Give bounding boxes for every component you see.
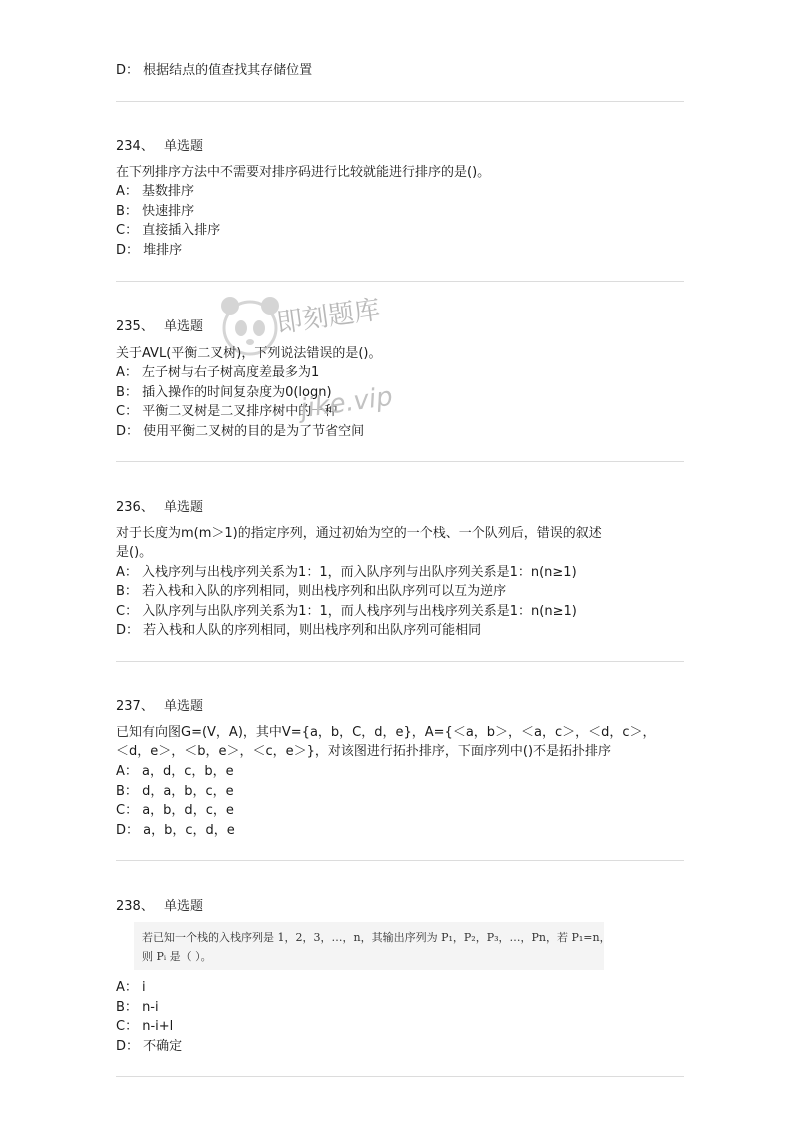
option-text: 插入操作的时间复杂度为0(logn) [142,385,332,400]
watermark-text: 即刻题库 [274,294,382,340]
option-text: 直接插入排序 [142,223,221,238]
option-label: D： [116,424,140,439]
option-label: B： [116,584,138,599]
q235-stem: 关于AVL(平衡二叉树)，下列说法错误的是()。 [116,346,382,361]
q235-option-a[interactable] [116,363,319,383]
option-label: A： [116,764,138,779]
option-text: 使用平衡二叉树的目的是为了节省空间 [143,424,365,439]
option-text: 入队序列与出队序列关系为1：1，而人栈序列与出栈序列关系是1：n(n≥1) [142,604,577,619]
option-text: 若入栈和入队的序列相同，则出栈序列和出队序列可以互为逆序 [142,584,507,599]
divider [116,1076,684,1077]
option-label: D： [116,623,140,638]
q234-header [116,137,203,157]
option-label: D： [116,63,140,78]
q238-stem-image [134,922,611,970]
q233-option-d [116,61,312,81]
option-label: D： [116,1039,140,1054]
q238-header [116,897,203,917]
option-label: D： [116,243,140,258]
q236-option-b[interactable] [116,582,506,602]
q237-header [116,697,203,717]
option-text: 左子树与右子树高度差最多为1 [142,365,320,380]
question-number: 236、 [116,500,154,515]
q234-option-d[interactable] [116,241,182,261]
q238-option-a[interactable] [116,978,146,998]
option-label: C： [116,803,139,818]
q238-option-d[interactable] [116,1037,182,1057]
option-label: A： [116,184,138,199]
q236-header [116,498,203,518]
option-text: 不确定 [143,1039,183,1054]
q234-option-a[interactable] [116,182,194,202]
divider [116,661,684,662]
question-number: 234、 [116,139,154,154]
q237-option-b[interactable] [116,782,234,802]
q237-option-d[interactable] [116,821,235,841]
option-label: A： [116,365,138,380]
question-number: 238、 [116,899,154,914]
option-text: a，b，d，c，e [142,803,234,818]
q236-option-a[interactable] [116,563,577,583]
image-text-line1: 若已知一个栈的入栈序列是 1，2，3，…，n，其输出序列为 P₁，P₂，P₃，…，Pn，若 P₁=n， [142,931,611,944]
question-type: 单选题 [163,899,203,914]
option-text: a，b，c，d，e [143,823,235,838]
q234-option-c[interactable] [116,221,220,241]
option-label: B： [116,784,138,799]
q237-option-a[interactable] [116,762,234,782]
divider [116,860,684,861]
option-label: B： [116,204,138,219]
option-label: C： [116,1019,139,1034]
option-text: 根据结点的值查找其存储位置 [143,63,313,78]
question-type: 单选题 [163,500,203,515]
q234-stem: 在下列排序方法中不需要对排序码进行比较就能进行排序的是()。 [116,165,491,180]
option-text: d，a，b，c，e [142,784,234,799]
q238-option-c[interactable] [116,1017,173,1037]
option-text: n-i+l [142,1019,174,1034]
q236-option-c[interactable] [116,602,577,622]
option-text: 若入栈和人队的序列相同，则出栈序列和出队序列可能相同 [143,623,482,638]
option-text: i [142,980,146,995]
question-type: 单选题 [163,319,203,334]
q236-stem-line1: 对于长度为m(m＞1)的指定序列，通过初始为空的一个栈、一个队列后，错误的叙述 [116,526,602,541]
q236-option-d[interactable] [116,621,481,641]
question-type: 单选题 [163,139,203,154]
divider [116,281,684,282]
option-text: 快速排序 [142,204,195,219]
option-label: B： [116,385,138,400]
question-type: 单选题 [163,699,203,714]
option-text: 堆排序 [143,243,183,258]
option-text: 入栈序列与出栈序列关系为1：1，而入队序列与出队序列关系是1：n(n≥1) [142,565,577,580]
q237-option-c[interactable] [116,801,234,821]
option-label: C： [116,404,139,419]
option-label: A： [116,980,138,995]
q237-stem-line2: ＜d，e＞，＜b，e＞，＜c，e＞}，对该图进行拓扑排序，下面序列中()不是拓扑排序 [116,744,612,759]
option-text: 平衡二叉树是二叉排序树中的一种 [142,404,338,419]
q238-option-b[interactable] [116,998,159,1018]
image-text-line2: 则 Pᵢ 是（ ）。 [142,950,212,963]
divider [116,461,684,462]
question-number: 237、 [116,699,154,714]
q236-stem-line2: 是()。 [116,545,153,560]
option-text: n-i [142,1000,159,1015]
question-number: 235、 [116,319,154,334]
option-label: A： [116,565,138,580]
option-label: B： [116,1000,138,1015]
q235-header [116,317,203,337]
q235-option-d[interactable] [116,422,364,442]
option-label: C： [116,223,139,238]
divider [116,101,684,102]
option-text: 基数排序 [142,184,195,199]
option-text: a，d，c，b，e [142,764,234,779]
option-label: D： [116,823,140,838]
option-label: C： [116,604,139,619]
q237-stem-line1: 已知有向图G=(V，A)，其中V={a，b，C，d，e}，A={＜a，b＞，＜a，c＞，＜d，c＞， [116,725,656,740]
watermark-url: jike.vip [298,381,395,425]
q234-option-b[interactable] [116,202,194,222]
